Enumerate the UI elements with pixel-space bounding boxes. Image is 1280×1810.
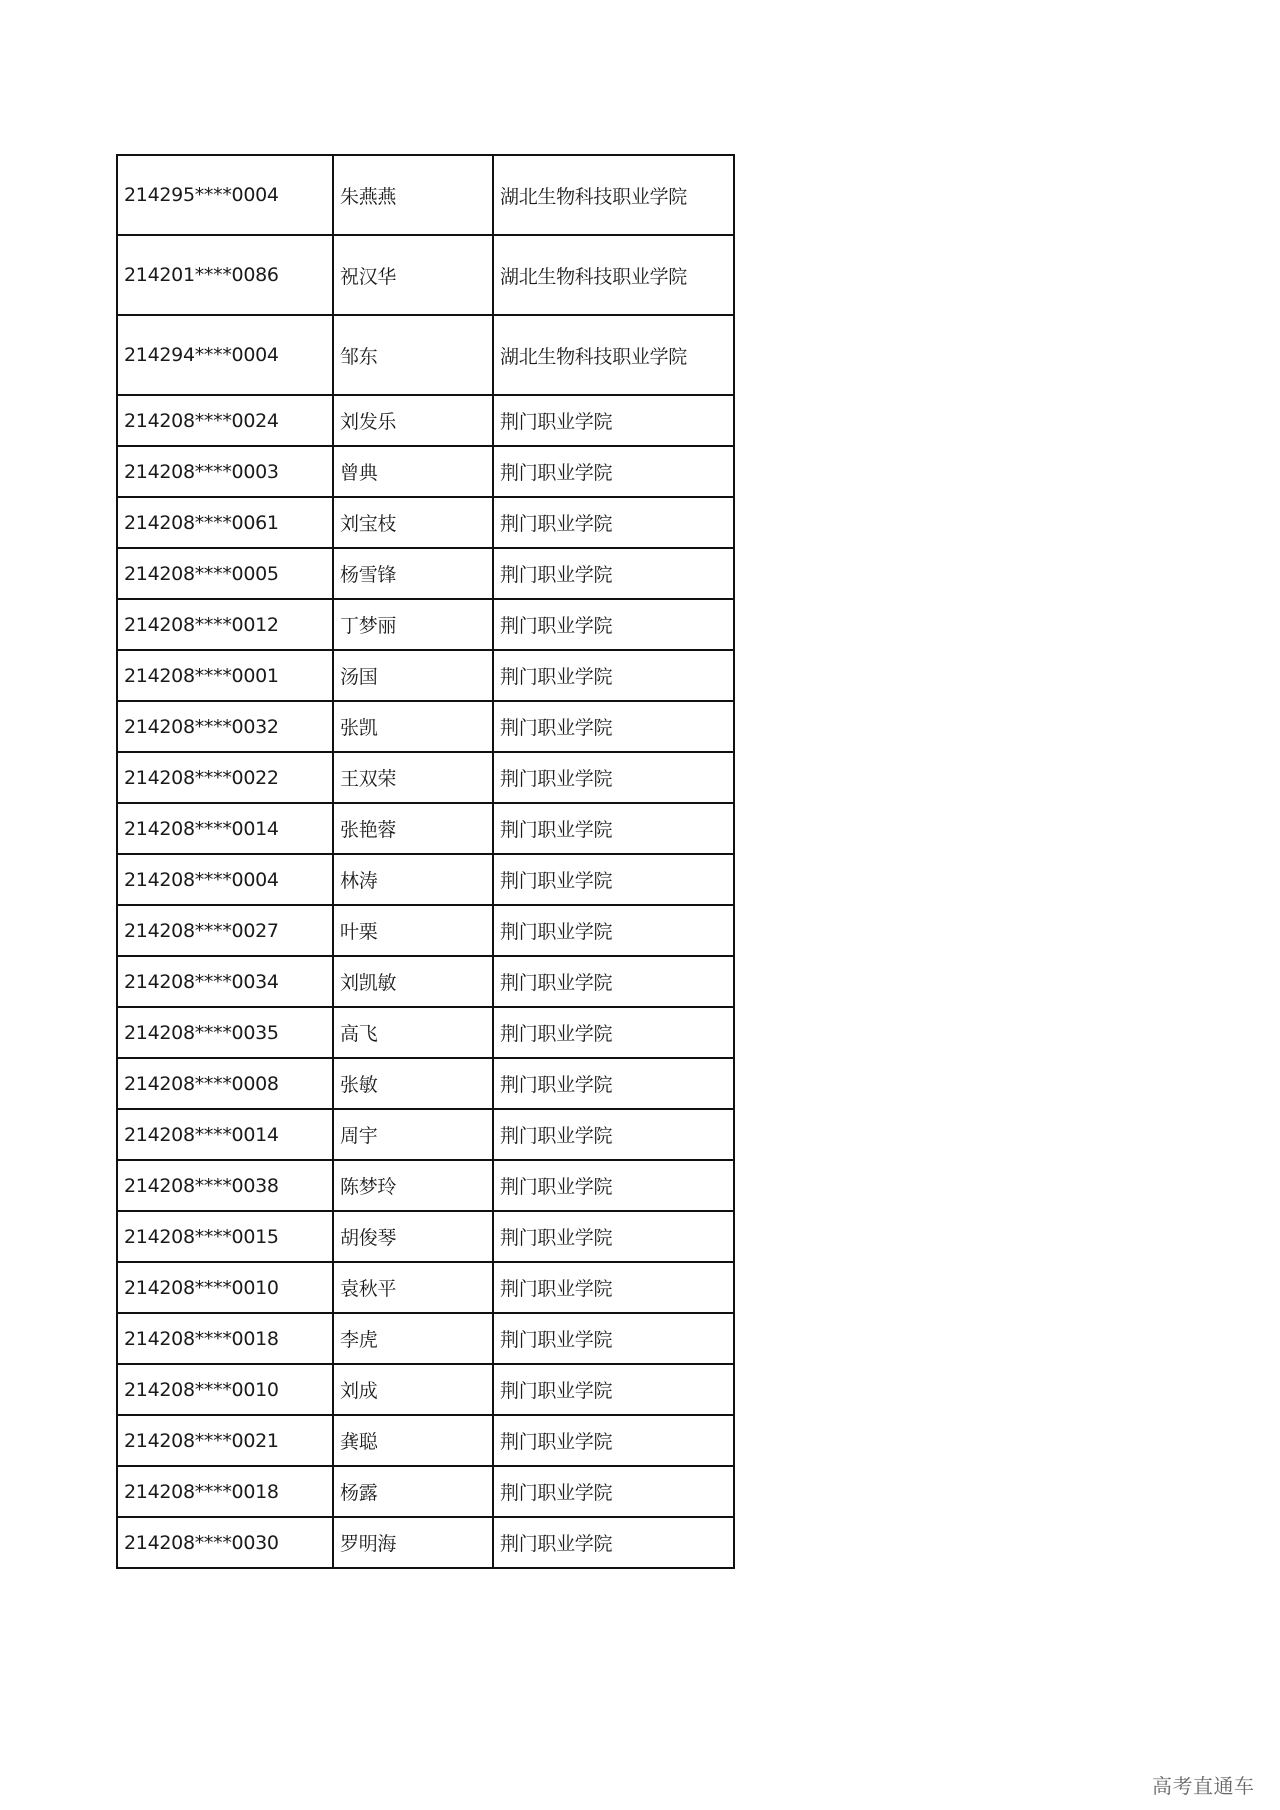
table-row bbox=[117, 854, 734, 905]
name-cell: 陈梦玲 bbox=[333, 1160, 493, 1211]
name-cell: 张敏 bbox=[333, 1058, 493, 1109]
table-row bbox=[117, 1517, 734, 1568]
name-cell: 张艳蓉 bbox=[333, 803, 493, 854]
school-cell: 荆门职业学院 bbox=[493, 650, 734, 701]
candidate-id-cell: 214294****0004 bbox=[117, 315, 333, 395]
school-cell: 湖北生物科技职业学院 bbox=[493, 315, 734, 395]
candidate-id-cell: 214201****0086 bbox=[117, 235, 333, 315]
name-cell: 曾典 bbox=[333, 446, 493, 497]
school-cell: 荆门职业学院 bbox=[493, 1364, 734, 1415]
table-row bbox=[117, 956, 734, 1007]
table-row bbox=[117, 446, 734, 497]
name-cell: 李虎 bbox=[333, 1313, 493, 1364]
school-cell: 荆门职业学院 bbox=[493, 1007, 734, 1058]
name-cell: 刘凯敏 bbox=[333, 956, 493, 1007]
candidate-id-cell: 214208****0061 bbox=[117, 497, 333, 548]
candidate-id-cell: 214208****0003 bbox=[117, 446, 333, 497]
school-cell: 荆门职业学院 bbox=[493, 1313, 734, 1364]
table-row bbox=[117, 1058, 734, 1109]
table-row bbox=[117, 395, 734, 446]
name-cell: 杨露 bbox=[333, 1466, 493, 1517]
candidate-id-cell: 214208****0015 bbox=[117, 1211, 333, 1262]
name-cell: 高飞 bbox=[333, 1007, 493, 1058]
candidate-id-cell: 214208****0021 bbox=[117, 1415, 333, 1466]
name-cell: 王双荣 bbox=[333, 752, 493, 803]
watermark: 高考直通车 bbox=[1152, 1774, 1255, 1798]
table-row bbox=[117, 1364, 734, 1415]
candidate-id-cell: 214208****0012 bbox=[117, 599, 333, 650]
candidate-id-cell: 214208****0010 bbox=[117, 1364, 333, 1415]
name-cell: 叶栗 bbox=[333, 905, 493, 956]
school-cell: 荆门职业学院 bbox=[493, 497, 734, 548]
school-cell: 荆门职业学院 bbox=[493, 1211, 734, 1262]
name-cell: 罗明海 bbox=[333, 1517, 493, 1568]
table-row bbox=[117, 1415, 734, 1466]
name-cell: 邹东 bbox=[333, 315, 493, 395]
name-cell: 丁梦丽 bbox=[333, 599, 493, 650]
table-row bbox=[117, 905, 734, 956]
candidate-id-cell: 214208****0014 bbox=[117, 1109, 333, 1160]
table-row bbox=[117, 548, 734, 599]
candidate-id-cell: 214208****0024 bbox=[117, 395, 333, 446]
candidate-id-cell: 214208****0010 bbox=[117, 1262, 333, 1313]
name-cell: 林涛 bbox=[333, 854, 493, 905]
table-row bbox=[117, 650, 734, 701]
school-cell: 荆门职业学院 bbox=[493, 905, 734, 956]
candidate-id-cell: 214208****0027 bbox=[117, 905, 333, 956]
candidate-id-cell: 214208****0008 bbox=[117, 1058, 333, 1109]
name-cell: 袁秋平 bbox=[333, 1262, 493, 1313]
school-cell: 荆门职业学院 bbox=[493, 956, 734, 1007]
table-row bbox=[117, 599, 734, 650]
school-cell: 荆门职业学院 bbox=[493, 752, 734, 803]
table-row bbox=[117, 1211, 734, 1262]
admission-list-table bbox=[116, 154, 735, 1569]
name-cell: 杨雪锋 bbox=[333, 548, 493, 599]
table-row bbox=[117, 497, 734, 548]
candidate-id-cell: 214208****0014 bbox=[117, 803, 333, 854]
name-cell: 祝汉华 bbox=[333, 235, 493, 315]
school-cell: 荆门职业学院 bbox=[493, 1517, 734, 1568]
table-row bbox=[117, 155, 734, 235]
candidate-id-cell: 214208****0018 bbox=[117, 1313, 333, 1364]
name-cell: 刘宝枝 bbox=[333, 497, 493, 548]
school-cell: 荆门职业学院 bbox=[493, 1466, 734, 1517]
school-cell: 荆门职业学院 bbox=[493, 395, 734, 446]
table-body bbox=[117, 155, 734, 1568]
school-cell: 荆门职业学院 bbox=[493, 548, 734, 599]
candidate-id-cell: 214208****0034 bbox=[117, 956, 333, 1007]
candidate-id-cell: 214295****0004 bbox=[117, 155, 333, 235]
table-row bbox=[117, 1313, 734, 1364]
school-cell: 荆门职业学院 bbox=[493, 1109, 734, 1160]
school-cell: 湖北生物科技职业学院 bbox=[493, 235, 734, 315]
school-cell: 荆门职业学院 bbox=[493, 1058, 734, 1109]
table-row bbox=[117, 1262, 734, 1313]
school-cell: 荆门职业学院 bbox=[493, 446, 734, 497]
candidate-id-cell: 214208****0035 bbox=[117, 1007, 333, 1058]
name-cell: 龚聪 bbox=[333, 1415, 493, 1466]
school-cell: 荆门职业学院 bbox=[493, 701, 734, 752]
school-cell: 荆门职业学院 bbox=[493, 599, 734, 650]
school-cell: 荆门职业学院 bbox=[493, 803, 734, 854]
table-row bbox=[117, 1109, 734, 1160]
candidate-id-cell: 214208****0018 bbox=[117, 1466, 333, 1517]
name-cell: 朱燕燕 bbox=[333, 155, 493, 235]
school-cell: 荆门职业学院 bbox=[493, 1160, 734, 1211]
table-row bbox=[117, 1466, 734, 1517]
candidate-id-cell: 214208****0005 bbox=[117, 548, 333, 599]
candidate-id-cell: 214208****0038 bbox=[117, 1160, 333, 1211]
table-row bbox=[117, 1007, 734, 1058]
table-row bbox=[117, 235, 734, 315]
school-cell: 湖北生物科技职业学院 bbox=[493, 155, 734, 235]
candidate-id-cell: 214208****0004 bbox=[117, 854, 333, 905]
table-row bbox=[117, 1160, 734, 1211]
name-cell: 周宇 bbox=[333, 1109, 493, 1160]
table-row bbox=[117, 701, 734, 752]
name-cell: 刘成 bbox=[333, 1364, 493, 1415]
candidate-id-cell: 214208****0030 bbox=[117, 1517, 333, 1568]
name-cell: 胡俊琴 bbox=[333, 1211, 493, 1262]
name-cell: 刘发乐 bbox=[333, 395, 493, 446]
table-row bbox=[117, 752, 734, 803]
school-cell: 荆门职业学院 bbox=[493, 1415, 734, 1466]
candidate-id-cell: 214208****0032 bbox=[117, 701, 333, 752]
candidate-id-cell: 214208****0001 bbox=[117, 650, 333, 701]
table-row bbox=[117, 803, 734, 854]
school-cell: 荆门职业学院 bbox=[493, 854, 734, 905]
name-cell: 汤国 bbox=[333, 650, 493, 701]
candidate-id-cell: 214208****0022 bbox=[117, 752, 333, 803]
table-row bbox=[117, 315, 734, 395]
school-cell: 荆门职业学院 bbox=[493, 1262, 734, 1313]
name-cell: 张凯 bbox=[333, 701, 493, 752]
